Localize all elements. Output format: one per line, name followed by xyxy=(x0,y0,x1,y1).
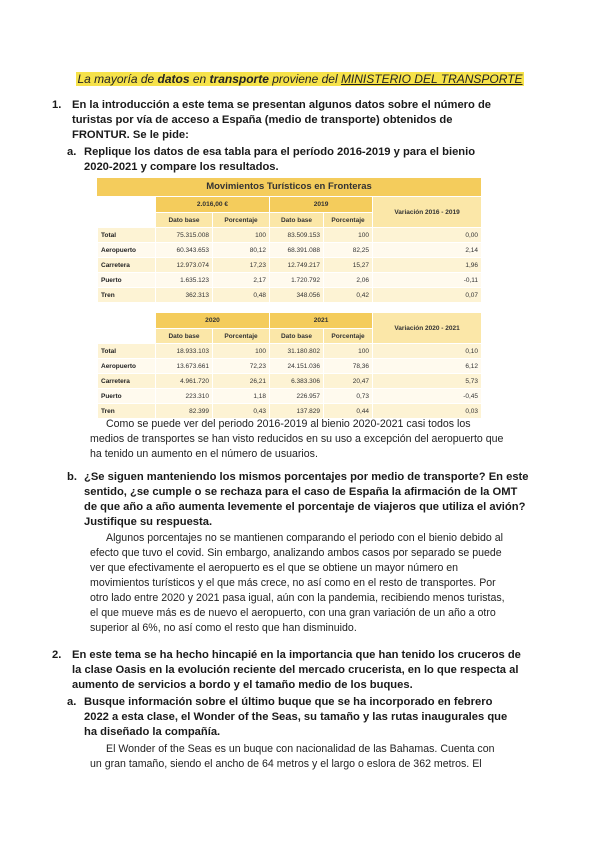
table-row: Carretera 4.961.720 26,21 6.383.306 20,47 5,73 xyxy=(98,374,482,389)
question-text: Busque información sobre el último buque que se ha incorporado en febrero 2022 a esta clase, el Wonder of the Seas, su tamaño y las rutas inaugurales que ha diseñado la compañía. xyxy=(84,696,508,738)
question-text: ¿Se siguen manteniendo los mismos porcentajes por medio de transporte? En este sentido, ¿se cumple o se rechaza para el caso de España la afirmación de la OMT de que año a año aumenta levemente el porcentaje de viajeros que utiliza el avión? Justifique su respuesta. xyxy=(84,471,529,528)
data-table xyxy=(97,196,482,303)
tourism-table-2020-2021 xyxy=(97,312,481,419)
year-header: 2021 xyxy=(270,313,373,329)
source-note-highlight: La mayoría de datos en transporte proviene del MINISTERIO DEL TRANSPORTE xyxy=(77,72,523,86)
column-header: Dato base xyxy=(270,329,324,344)
variation-header: Variación 2020 - 2021 xyxy=(373,313,482,344)
question-letter: b. xyxy=(67,471,77,483)
column-header: Porcentaje xyxy=(324,329,373,344)
table-row: Aeropuerto 60.343.653 80,12 68.391.088 82,25 2,14 xyxy=(98,243,482,258)
column-header: Dato base xyxy=(156,213,213,228)
variation-header: Variación 2016 - 2019 xyxy=(373,197,482,228)
question-1a xyxy=(67,145,507,177)
table-row: Tren 362.313 0,48 348.056 0,42 0,07 xyxy=(98,288,482,303)
question-letter: a. xyxy=(67,696,77,708)
column-header: Dato base xyxy=(270,213,324,228)
table-row: Carretera 12.973.074 17,23 12.749.217 15,27 1,96 xyxy=(98,258,482,273)
column-header: Dato base xyxy=(156,329,213,344)
year-header: 2.016,00 € xyxy=(156,197,270,213)
column-header: Porcentaje xyxy=(324,213,373,228)
question-2 xyxy=(52,648,527,696)
year-header: 2019 xyxy=(270,197,373,213)
table-row: Tren 82.399 0,43 137.829 0,44 0,03 xyxy=(98,404,482,419)
answer-1b: Algunos porcentajes no se mantienen comparando el periodo con el bienio debido al efecto que tuvo el covid. Sin embargo, analizando ambos casos por separado se puede ver que efectivamente el aeropuerto es el que se obtiene un mayor número en movimientos turísticos y el que más crece, no así como en el resto de transportes. Por otro lado entre 2020 y 2021 pasa igual, aún con la pandemia, recibiendo menos turistas, el que mueve más es de nuevo el aeropuerto, con una gran variación de un año a otro superior al 6%, no así como el resto que han disminuido. xyxy=(90,532,505,634)
tourism-table-2016-2019 xyxy=(97,178,481,303)
column-header: Porcentaje xyxy=(213,329,270,344)
table-row: Total 18.933.103 100 31.180.802 100 0,10 xyxy=(98,344,482,359)
question-1 xyxy=(52,98,512,146)
answer-1a: Como se puede ver del periodo 2016-2019 al bienio 2020-2021 casi todos los medios de transportes se han visto reducidos en su uso a excepción del aeropuerto que ha tenido un aumento en el número de usuarios. xyxy=(90,418,504,460)
question-text: En este tema se ha hecho hincapié en la importancia que han tenido los cruceros de la clase Oasis en la evolución reciente del mercado crucerista, en lo que respecta al aumento de servicios a bordo y el tamaño medio de los buques. xyxy=(72,649,521,691)
question-text: Replique los datos de esa tabla para el período 2016-2019 y para el bienio 2020-2021 y compare los resultados. xyxy=(84,146,476,173)
question-letter: a. xyxy=(67,146,77,158)
table-row: Puerto 223.310 1,18 226.957 0,73 -0,45 xyxy=(98,389,482,404)
column-header: Porcentaje xyxy=(213,213,270,228)
table-row: Puerto 1.635.123 2,17 1.720.792 2,06 -0,11 xyxy=(98,273,482,288)
question-text: En la introducción a este tema se presentan algunos datos sobre el número de turistas por vía de acceso a España (medio de transporte) obtenidos de FRONTUR. Se le pide: xyxy=(72,99,492,141)
table-title: Movimientos Turísticos en Fronteras xyxy=(97,178,481,196)
question-1b xyxy=(67,470,527,532)
question-number: 2. xyxy=(52,649,62,661)
data-table xyxy=(97,312,482,419)
table-row: Total 75.315.008 100 83.509.153 100 0,00 xyxy=(98,228,482,243)
question-2a xyxy=(67,695,517,743)
answer-2a: El Wonder of the Seas es un buque con nacionalidad de las Bahamas. Cuenta con un gran tamaño, siendo el ancho de 64 metros y el largo o eslora de 362 metros. El xyxy=(90,743,495,770)
year-header: 2020 xyxy=(156,313,270,329)
table-row: Aeropuerto 13.673.661 72,23 24.151.036 78,36 6,12 xyxy=(98,359,482,374)
source-note xyxy=(0,72,600,86)
question-number: 1. xyxy=(52,99,62,111)
